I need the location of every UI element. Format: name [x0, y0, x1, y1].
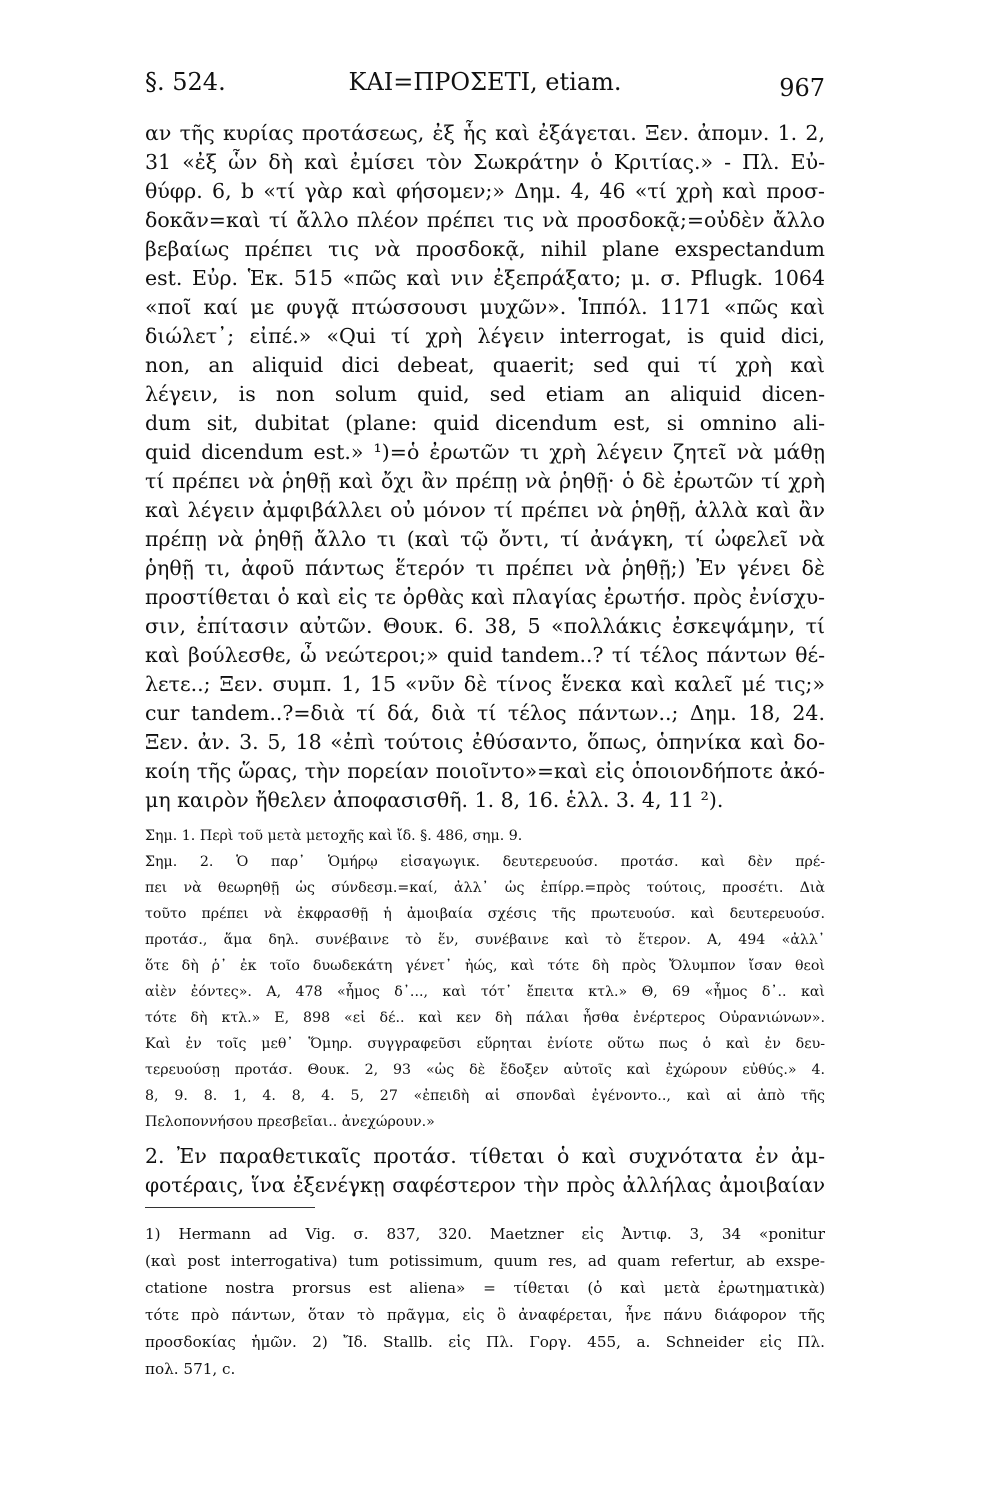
note-line: τοῦτο πρέπει νὰ ἐκφρασθῇ ἡ ἀμοιβαία σχέσις τῆς πρωτευούσ. καὶ δευτερευούσ.: [145, 906, 825, 922]
text-line: προστίθεται ὁ καὶ εἰς τε ὀρθὰς καὶ πλαγίας ἐρωτήσ. πρὸς ἐνίσχυ-: [145, 585, 825, 609]
text-line: κοίη τῆς ὥρας, τὴν πορείαν ποιοῖντο»=καὶ εἰς ὁποιονδήποτε ἀκό-: [145, 759, 825, 783]
footnote-line: 1) Hermann ad Vig. σ. 837, 320. Maetzner εἰς Ἀντιφ. 3, 34 «ponitur: [145, 1225, 825, 1243]
note-line: ὅτε δὴ ῥ᾽ ἐκ τοῖο δυωδεκάτη γένετ᾽ ἠώς, καὶ τότε δὴ πρὸς Ὄλυμπον ἴσαν θεοὶ: [145, 958, 825, 974]
note-line: Σημ. 1. Περὶ τοῦ μετὰ μετοχῆς καὶ ἴδ. §. 486, σημ. 9.: [145, 828, 523, 844]
text-line: λετε..; Ξεν. συμπ. 1, 15 «νῦν δὲ τίνος ἕνεκα καὶ καλεῖ μέ τις;»: [145, 672, 825, 696]
text-line: quid dicendum est.» ¹)=ὁ ἐρωτῶν τι χρὴ λέγειν ζητεῖ νὰ μάθῃ: [145, 440, 825, 464]
footnote-line: πολ. 571, c.: [145, 1360, 236, 1378]
text-line: βεβαίως πρέπει τις νὰ προσδοκᾷ, nihil plane exspectandum: [145, 237, 825, 261]
text-line: ῥηθῇ τι, ἀφοῦ πάντως ἕτερόν τι πρέπει νὰ ῥηθῇ;) Ἐν γένει δὲ: [145, 556, 825, 580]
footnote-line: (καὶ post interrogativa) tum potissimum, quum res, ad quam refertur, ab exspe-: [145, 1252, 825, 1270]
page-number: 967: [779, 74, 825, 102]
text-line: est. Εὐρ. Ἑκ. 515 «πῶς καὶ νιν ἐξεπράξατο; μ. σ. Pflugk. 1064: [145, 266, 825, 290]
note-line: πει νὰ θεωρηθῇ ὡς σύνδεσμ.=καί, ἀλλ᾽ ὡς ἐπίρρ.=πρὸς τούτοις, προσέτι. Διὰ: [145, 880, 825, 896]
note-line: τερευούσῃ προτάσ. Θουκ. 2, 93 «ὡς δὲ ἔδοξεν αὐτοῖς καὶ ἐχώρουν εὐθύς.» 4.: [145, 1062, 825, 1078]
text-line: dum sit, dubitat (plane: quid dicendum est, si omnino ali-: [145, 411, 825, 435]
note-line: προτάσ., ἅμα δηλ. συνέβαινε τὸ ἕν, συνέβαινε καὶ τὸ ἕτερον. Α, 494 «ἀλλ᾽: [145, 932, 825, 948]
text-line: φοτέραις, ἵνα ἐξενέγκῃ σαφέστερον τὴν πρὸς ἀλλήλας ἀμοιβαίαν: [145, 1173, 825, 1197]
note-line: 8, 9. 8. 1, 4. 8, 4. 5, 27 «ἐπειδὴ αἱ σπονδαὶ ἐγένοντο.., καὶ αἱ ἀπὸ τῆς: [145, 1088, 825, 1104]
footnote-line: ctatione nostra prorsus est aliena» = τίθεται (ὁ καὶ μετὰ ἐρωτηματικὰ): [145, 1279, 825, 1297]
text-line: δοκᾶν=καὶ τί ἄλλο πλέον πρέπει τις νὰ προσδοκᾷ;=οὐδὲν ἄλλο: [145, 208, 825, 232]
text-line: 2. Ἐν παραθετικαῖς προτάσ. τίθεται ὁ καὶ συχνότατα ἐν ἀμ-: [145, 1144, 825, 1168]
text-line: «ποῖ καί με φυγᾷ πτώσσουσι μυχῶν». Ἱππόλ. 1171 «πῶς καὶ: [145, 295, 825, 319]
text-line: Ξεν. ἀν. 3. 5, 18 «ἐπὶ τούτοις ἐθύσαντο, ὅπως, ὁπηνίκα καὶ δο-: [145, 730, 825, 754]
text-line: καὶ βούλεσθε, ὦ νεώτεροι;» quid tandem..? τί τέλος πάντων θέ-: [145, 643, 825, 667]
text-line: πρέπῃ νὰ ῥηθῇ ἄλλο τι (καὶ τῷ ὄντι, τί ἀνάγκη, τί ὠφελεῖ νὰ: [145, 527, 825, 551]
text-line: cur tandem..?=διὰ τί δά, διὰ τί τέλος πάντων..; Δημ. 18, 24.: [145, 701, 825, 725]
footnote-divider: [145, 1207, 315, 1208]
text-line: non, an aliquid dici debeat, quaerit; sed qui τί χρὴ καὶ: [145, 353, 825, 377]
text-line: τί πρέπει νὰ ῥηθῇ καὶ ὄχι ἂν πρέπῃ νὰ ῥηθῇ· ὁ δὲ ἐρωτῶν τί χρὴ: [145, 469, 825, 493]
footnote-line: τότε πρὸ πάντων, ὅταν τὸ πρᾶγμα, εἰς ὃ ἀναφέρεται, ἦνε πάνυ διάφορον τῆς: [145, 1306, 825, 1324]
text-line: αν τῆς κυρίας προτάσεως, ἐξ ἧς καὶ ἐξάγεται. Ξεν. ἀπομν. 1. 2,: [145, 121, 825, 145]
footnote-line: προσδοκίας ἡμῶν. 2) Ἴδ. Stallb. εἰς Πλ. Γοργ. 455, a. Schneider εἰς Πλ.: [145, 1333, 825, 1351]
text-line: μη καιρὸν ἤθελεν ἀποφασισθῆ. 1. 8, 16. ἑλλ. 3. 4, 11 ²).: [145, 788, 724, 812]
text-line: καὶ λέγειν ἀμφιβάλλει οὐ μόνον τί πρέπει νὰ ῥηθῇ, ἀλλὰ καὶ ἂν: [145, 498, 825, 522]
page-title: ΚΑΙ=ΠΡΟΣΕΤΙ, etiam.: [348, 68, 622, 96]
note-line: Καὶ ἐν τοῖς μεθ᾽ Ὅμηρ. συγγραφεῦσι εὕρηται ἐνίοτε οὕτω πως ὁ καὶ ἐν δευ-: [145, 1036, 825, 1052]
note-line: Πελοποννήσου πρεσβεῖαι.. ἀνεχώρουν.»: [145, 1114, 435, 1130]
text-line: σιν, ἐπίτασιν αὐτῶν. Θουκ. 6. 38, 5 «πολλάκις ἐσκεψάμην, τί: [145, 614, 825, 638]
note-line: τότε δὴ κτλ.» Ε, 898 «εἰ δέ.. καὶ κεν δὴ πάλαι ἦσθα ἐνέρτερος Οὐρανιώνων».: [145, 1010, 825, 1026]
note-line: Σημ. 2. Ὁ παρ᾽ Ὁμήρῳ εἰσαγωγικ. δευτερευούσ. προτάσ. καὶ δὲν πρέ-: [145, 854, 825, 870]
text-line: διώλετ᾽; εἰπέ.» «Qui τί χρὴ λέγειν interrogat, is quid dici,: [145, 324, 825, 348]
note-line: αἰὲν ἐόντες». Α, 478 «ἦμος δ᾽..., καὶ τότ᾽ ἔπειτα κτλ.» Θ, 69 «ἦμος δ᾽.. καὶ: [145, 984, 825, 1000]
text-line: 31 «ἐξ ὧν δὴ καὶ ἐμίσει τὸν Σωκράτην ὁ Κριτίας.» - Πλ. Εὐ-: [145, 150, 825, 174]
section-number: §. 524.: [145, 68, 226, 96]
text-line: λέγειν, is non solum quid, sed etiam an aliquid dicen-: [145, 382, 825, 406]
running-header: [145, 68, 825, 104]
text-line: θύφρ. 6, b «τί γὰρ καὶ φήσομεν;» Δημ. 4, 46 «τί χρὴ καὶ προσ-: [145, 179, 825, 203]
